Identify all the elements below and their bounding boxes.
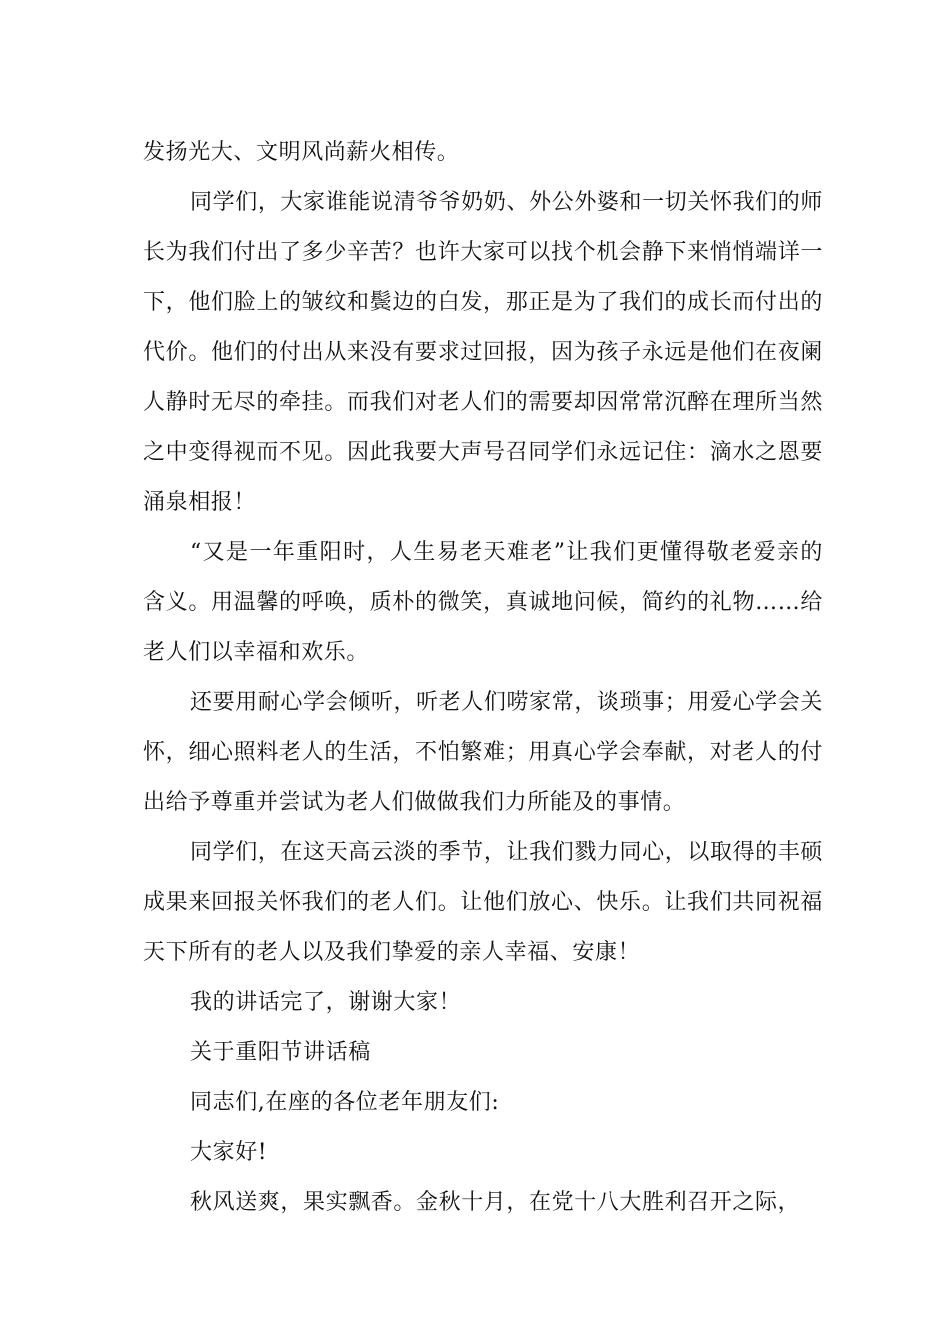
paragraph-10: 秋风送爽，果实飘香。金秋十月，在党十八大胜利召开之际， [190,1190,801,1215]
paragraph-5: 同学们，在这天高云淡的季节，让我们戮力同心，以取得的丰硕成果来回报关怀我们的老人们。让他们放心、快乐。让我们共同祝福天下所有的老人以及我们挚爱的亲人幸福、安康！ [143,840,823,965]
paragraph-4: 还要用耐心学会倾听，听老人们唠家常，谈琐事；用爱心学会关怀，细心照料老人的生活，不怕繁难；用真心学会奉献，对老人的付出给予尊重并尝试为老人们做做我们力所能及的事情。 [143,690,823,815]
paragraph-6: 我的讲话完了，谢谢大家！ [190,990,462,1015]
greeting: 大家好! [190,1140,268,1165]
paragraph-1: 发扬光大、文明风尚薪火相传。 [143,140,460,165]
paragraph-3: “又是一年重阳时，人生易老天难老”让我们更懂得敬老爱亲的含义。用温馨的呼唤，质朴的微笑，真诚地问候，简约的礼物……给老人们以幸福和欢乐。 [143,540,823,665]
paragraph-2: 同学们，大家谁能说清爷爷奶奶、外公外婆和一切关怀我们的师长为我们付出了多少辛苦？也许大家可以找个机会静下来悄悄端详一下，他们脸上的皱纹和鬓边的白发，那正是为了我们的成长而付出的代价。他们的付出从来没有要求过回报，因为孩子永远是他们在夜阑人静时无尽的牵挂。而我们对老人们的需要却因常常沉醉在理所当然之中变得视而不见。因此我要大声号召同学们永远记住：滴水之恩要涌泉相报！ [143,190,823,515]
speech-title: 关于重阳节讲话稿 [190,1040,371,1065]
salutation: 同志们,在座的各位老年朋友们: [190,1090,500,1115]
document-body [143,128,823,1228]
